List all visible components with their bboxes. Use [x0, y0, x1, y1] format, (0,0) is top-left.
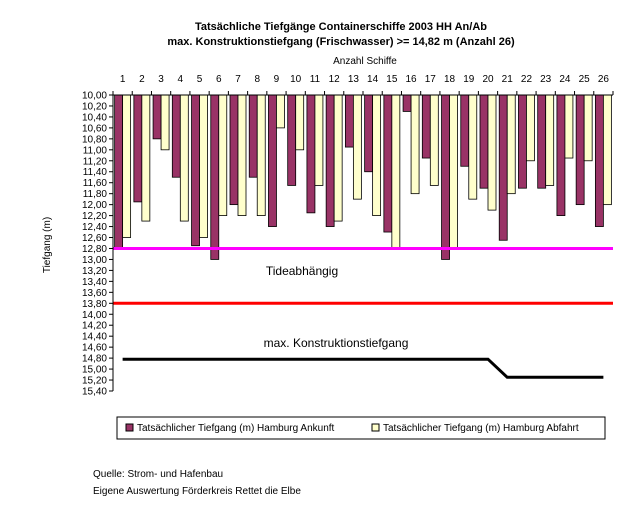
x-tick-label: 23: [540, 74, 552, 85]
y-tick-label: 14,60: [81, 342, 107, 354]
bar-abfahrt-26: [603, 95, 611, 205]
source-line-2: Eigene Auswertung Förderkreis Rettet die Elbe: [93, 486, 301, 497]
bar-ankunft-14: [365, 95, 373, 172]
x-tick-label: 3: [158, 74, 164, 85]
bar-abfahrt-21: [507, 95, 515, 194]
x-tick-label: 12: [328, 74, 340, 85]
chart-title: Tatsächliche Tiefgänge Containerschiffe 2003 HH An/Ab: [195, 21, 487, 33]
bars-layer: [115, 95, 612, 259]
legend: [117, 417, 605, 439]
x-tick-label: 16: [405, 74, 417, 85]
bar-abfahrt-19: [469, 95, 477, 199]
legend-swatch-abfahrt: [372, 424, 379, 431]
legend-label-abfahrt: Tatsächlicher Tiefgang (m) Hamburg Abfahrt: [383, 423, 579, 434]
x-tick-label: 24: [559, 74, 571, 85]
bar-ankunft-6: [211, 95, 219, 259]
x-tick-label: 21: [501, 74, 513, 85]
bar-abfahrt-12: [334, 95, 342, 221]
y-tick-label: 13,80: [81, 298, 107, 310]
y-tick-label: 11,80: [82, 189, 107, 201]
x-tick-label: 13: [347, 74, 359, 85]
y-tick-label: 10,00: [81, 90, 107, 102]
bar-abfahrt-10: [296, 95, 304, 150]
bar-ankunft-5: [192, 95, 200, 246]
y-tick-label: 11,00: [82, 145, 107, 157]
y-tick-label: 13,60: [81, 287, 107, 299]
x-tick-label: 8: [254, 74, 261, 85]
reference-lines-layer: [113, 248, 613, 377]
bar-ankunft-24: [557, 95, 565, 216]
y-tick-label: 12,80: [81, 243, 107, 255]
bar-ankunft-22: [518, 95, 526, 188]
legend-swatch-ankunft: [126, 424, 133, 431]
x-tick-label: 7: [235, 74, 241, 85]
bar-ankunft-12: [326, 95, 334, 227]
bar-abfahrt-20: [488, 95, 496, 210]
bar-abfahrt-17: [430, 95, 438, 185]
y-tick-label: 15,40: [81, 386, 107, 398]
bar-abfahrt-6: [219, 95, 227, 216]
y-tick-label: 13,00: [81, 254, 107, 266]
bar-abfahrt-13: [353, 95, 361, 199]
x-tick-label: 11: [309, 74, 321, 85]
reference-line-label-2: max. Konstruktionstiefgang: [263, 336, 409, 350]
y-tick-label: 11,60: [82, 178, 107, 190]
bar-ankunft-18: [442, 95, 450, 259]
bar-abfahrt-24: [565, 95, 573, 158]
bar-abfahrt-14: [373, 95, 381, 216]
bar-ankunft-23: [538, 95, 546, 188]
x-tick-label: 4: [177, 74, 184, 85]
bar-ankunft-9: [268, 95, 276, 227]
bar-ankunft-11: [307, 95, 315, 213]
bar-ankunft-2: [134, 95, 142, 202]
y-tick-label: 10,80: [81, 134, 107, 146]
x-tick-label: 17: [424, 74, 436, 85]
bar-ankunft-8: [249, 95, 257, 177]
reference-line-label-0: Tideabhängig: [265, 264, 339, 278]
y-tick-label: 10,40: [81, 112, 107, 124]
x-tick-label: 18: [443, 74, 456, 85]
bar-abfahrt-11: [315, 95, 323, 185]
bar-abfahrt-7: [238, 95, 246, 216]
y-tick-label: 14,20: [81, 320, 107, 332]
bar-abfahrt-2: [142, 95, 150, 221]
bar-ankunft-20: [480, 95, 488, 188]
x-axis-label: Anzahl Schiffe: [333, 56, 397, 67]
x-tick-label: 9: [273, 74, 280, 85]
bar-ankunft-26: [595, 95, 603, 227]
y-tick-label: 10,60: [81, 123, 107, 135]
bar-ankunft-16: [403, 95, 411, 111]
bar-ankunft-10: [288, 95, 296, 185]
bar-ankunft-13: [345, 95, 353, 147]
bar-ankunft-3: [153, 95, 161, 139]
x-tick-label: 6: [215, 74, 222, 85]
y-tick-label: 12,00: [81, 200, 107, 212]
x-tick-label: 26: [597, 74, 609, 85]
y-tick-label: 11,20: [82, 156, 107, 168]
bar-abfahrt-23: [546, 95, 554, 185]
y-tick-label: 13,20: [81, 265, 107, 277]
x-tick-label: 25: [578, 74, 590, 85]
y-axis-label: Tiefgang (m): [42, 216, 53, 274]
x-tick-label: 22: [520, 74, 533, 85]
bar-ankunft-19: [461, 95, 469, 166]
bar-abfahrt-16: [411, 95, 419, 194]
x-tick-label: 1: [119, 74, 126, 85]
bar-ankunft-25: [576, 95, 584, 205]
legend-label-ankunft: Tatsächlicher Tiefgang (m) Hamburg Ankunft: [137, 423, 335, 434]
x-tick-label: 15: [386, 74, 398, 85]
y-tick-label: 13,40: [81, 276, 107, 288]
bar-abfahrt-18: [450, 95, 458, 248]
bar-abfahrt-15: [392, 95, 400, 248]
y-tick-label: 12,60: [81, 233, 107, 245]
bar-ankunft-21: [499, 95, 507, 240]
y-tick-label: 10,20: [81, 101, 107, 113]
bar-ankunft-7: [230, 95, 238, 205]
x-tick-label: 20: [482, 74, 494, 85]
bar-abfahrt-8: [257, 95, 265, 216]
x-tick-label: 2: [139, 74, 145, 85]
x-tick-label: 14: [367, 74, 379, 85]
source-line-1: Quelle: Strom- und Hafenbau: [93, 469, 224, 480]
y-tick-label: 15,20: [81, 375, 107, 387]
bar-abfahrt-9: [276, 95, 284, 128]
x-tick-label: 5: [196, 74, 203, 85]
bar-ankunft-4: [172, 95, 180, 177]
bar-abfahrt-25: [584, 95, 592, 161]
x-tick-label: 19: [463, 74, 475, 85]
y-tick-label: 14,40: [81, 331, 107, 343]
y-tick-label: 14,80: [81, 353, 107, 365]
bar-ankunft-15: [384, 95, 392, 232]
y-tick-label: 12,40: [81, 222, 107, 234]
bar-abfahrt-4: [180, 95, 188, 221]
bar-ankunft-17: [422, 95, 430, 158]
reference-line-konstruktionstiefgang: [123, 359, 604, 377]
bar-abfahrt-5: [200, 95, 208, 238]
bar-abfahrt-22: [526, 95, 534, 161]
chart-subtitle: max. Konstruktionstiefgang (Frischwasser) >= 14,82 m (Anzahl 26): [167, 36, 515, 48]
bar-ankunft-1: [115, 95, 123, 248]
bar-abfahrt-1: [123, 95, 131, 238]
y-tick-label: 15,00: [81, 364, 107, 376]
x-tick-label: 10: [290, 74, 302, 85]
bar-abfahrt-3: [161, 95, 169, 150]
y-tick-label: 12,20: [81, 211, 107, 223]
y-tick-label: 14,00: [81, 309, 107, 321]
y-tick-label: 11,40: [82, 167, 107, 179]
